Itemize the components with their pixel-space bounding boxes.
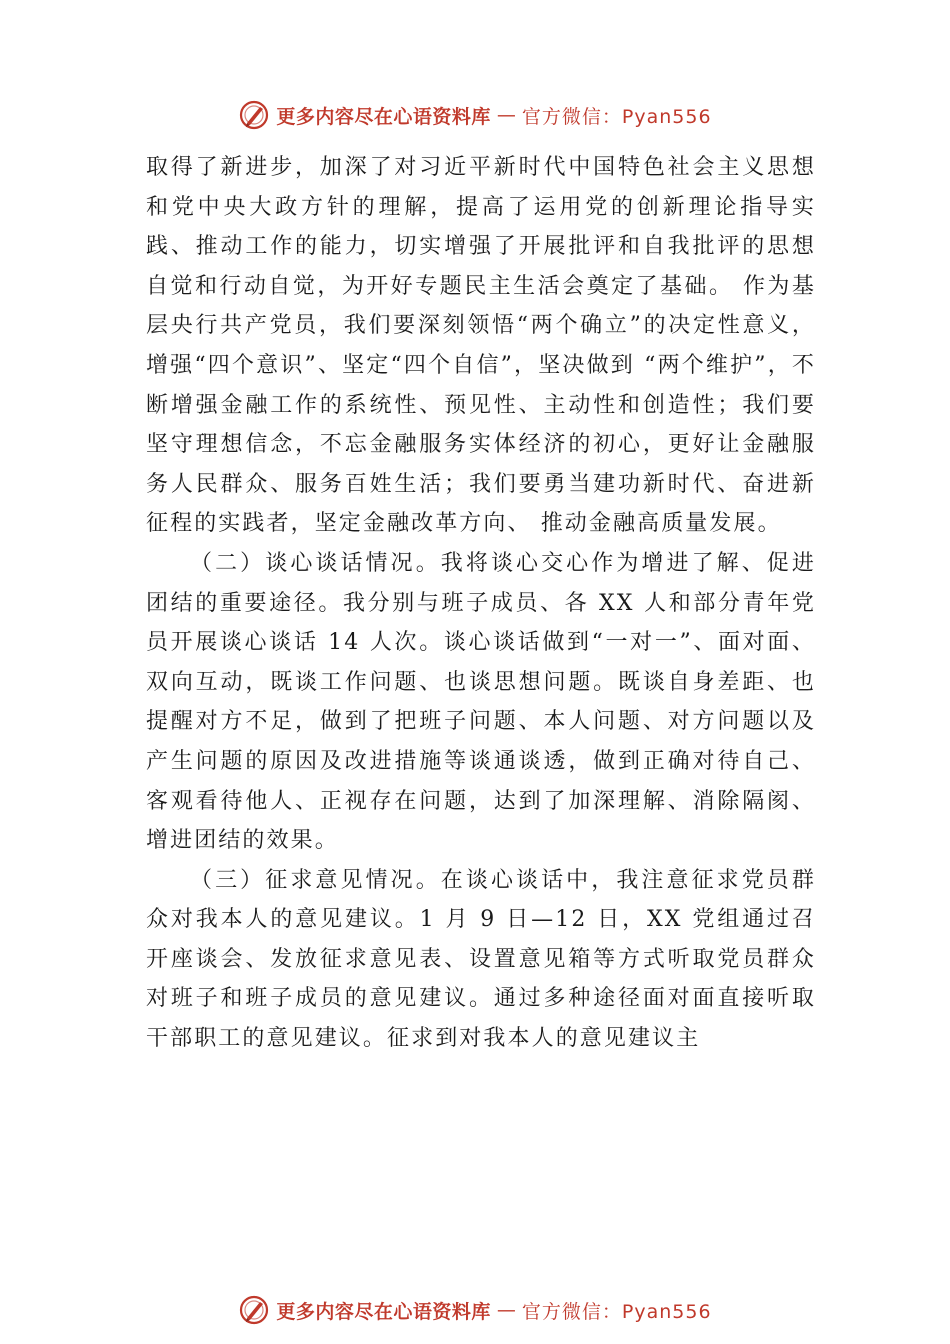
body-paragraph-2: （二）谈心谈话情况。我将谈心交心作为增进了解、促进团结的重要途径。我分别与班子成员、各 XX 人和部分青年党员开展谈心谈话 14 人次。谈心谈话做到“一对一”、面对面、双向互动，既谈工作问题、也谈思想问题。既谈自身差距、也提醒对方不足，做到了把班子问题、本人问题、对方问题以及产生问题的原因及改进措施等谈通谈透，做到正确对待自己、客观看待他人、正视存在问题，达到了加深理解、消除隔阂、增进团结的效果。 (146, 550, 816, 854)
brand-logo-icon (238, 99, 270, 131)
watermark-brand: 更多内容尽在心语资料库 (276, 105, 491, 128)
watermark-separator: — (496, 1299, 516, 1321)
body-paragraph-1: 取得了新进步，加深了对习近平新时代中国特色社会主义思想和党中央大政方针的理解，提高了运用党的创新理论指导实践、推动工作的能力，切实增强了开展批评和自我批评的思想自觉和行动自觉，为开好专题民主生活会奠定了基础。 作为基层央行共产党员，我们要深刻领悟“两个确立”的决定性意义，增强“四个意识”、坚定“四个自信”，坚决做到 “两个维护”，不断增强金融工作的系统性、预见性、主动性和创造性；我们要坚守理想信念，不忘金融服务实体经济的初心，更好让金融服务人民群众、服务百姓生活；我们要勇当建功新时代、奋进新征程的实践者，坚定金融改革方向、 推动金融高质量发展。 (146, 155, 816, 537)
header-watermark (0, 95, 950, 135)
watermark-contact: 官方微信：Pyan556 (521, 105, 712, 128)
brand-logo-icon (238, 1294, 270, 1326)
watermark-separator: — (496, 104, 516, 126)
footer-watermark (0, 1290, 950, 1330)
watermark-brand: 更多内容尽在心语资料库 (276, 1300, 491, 1323)
watermark-contact: 官方微信：Pyan556 (521, 1300, 712, 1323)
document-body (146, 148, 816, 1059)
body-paragraph-3: （三）征求意见情况。在谈心谈话中，我注意征求党员群众对我本人的意见建议。1 月 9 日—12 日，XX 党组通过召开座谈会、发放征求意见表、设置意见箱等方式听取党员群众对班子和班子成员的意见建议。通过多种途径面对面直接听取干部职工的意见建议。征求到对我本人的意见建议主 (146, 867, 816, 1052)
